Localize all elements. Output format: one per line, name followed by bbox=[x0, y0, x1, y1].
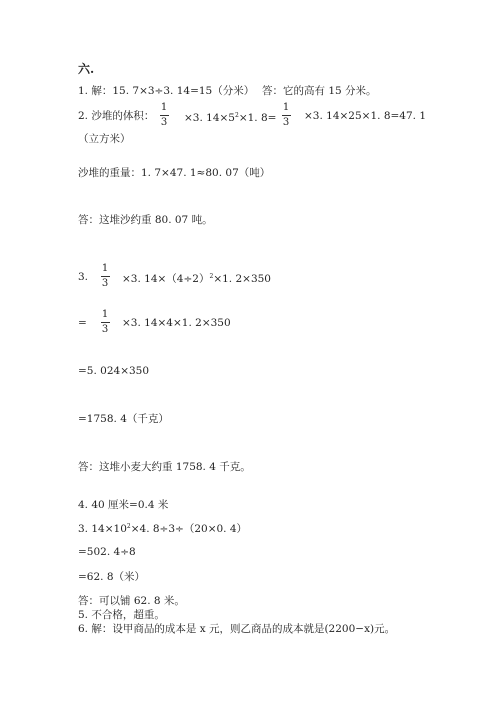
q4-line-2b-text: ×4. 8÷3÷（20×0. 4） bbox=[130, 523, 248, 535]
q1-expression: 1. 解：15. 7×3÷3. 14=15（分米） bbox=[78, 85, 255, 97]
q2-unit: （立方米） bbox=[78, 133, 131, 145]
q3-line-3: =5. 024×350 bbox=[78, 365, 150, 377]
q4-line-1: 4. 40 厘米=0.4 米 bbox=[78, 499, 169, 511]
q1-answer: 答：它的高有 15 分米。 bbox=[262, 85, 377, 97]
q3-label: 3. bbox=[78, 271, 89, 283]
q2-fraction-2-denominator: 3 bbox=[282, 117, 290, 128]
q3-fraction-1-denominator: 3 bbox=[101, 278, 109, 289]
q3-equals: = bbox=[78, 317, 87, 329]
q2-part-b-text: ×3. 14×5 bbox=[184, 112, 235, 124]
q3-part-c: ×3. 14×4×1. 2×350 bbox=[122, 317, 231, 329]
q4-line-4: =62. 8（米） bbox=[78, 571, 146, 583]
q3-part-b-text: ×1. 2×350 bbox=[213, 273, 271, 285]
q4-line-3: =502. 4÷8 bbox=[78, 546, 136, 558]
q2-weight: 沙堆的重量：1. 7×47. 1≈80. 07（吨） bbox=[78, 167, 271, 179]
q3-fraction-1-numerator: 1 bbox=[101, 263, 109, 274]
q4-answer: 答：可以铺 62. 8 米。 bbox=[78, 595, 185, 607]
q3-part-a bbox=[122, 270, 271, 286]
q2-exponent: 2 bbox=[235, 112, 239, 119]
fraction-bar bbox=[160, 115, 169, 116]
fraction-bar bbox=[282, 115, 291, 116]
q2-answer: 答：这堆沙约重 80. 07 吨。 bbox=[78, 214, 213, 226]
q4-line-2a-text: 3. 14×10 bbox=[78, 523, 127, 535]
q3-line-4: =1758. 4（千克） bbox=[78, 413, 169, 425]
q5-text: 5. 不合格，超重。 bbox=[78, 609, 165, 621]
q3-part-a-text: ×3. 14×（4÷2） bbox=[122, 273, 210, 285]
q3-fraction-2-denominator: 3 bbox=[101, 324, 109, 335]
q2-fraction-2-numerator: 1 bbox=[282, 102, 290, 113]
q2-fraction-1-denominator: 3 bbox=[160, 117, 168, 128]
q3-exponent: 2 bbox=[209, 273, 214, 280]
fraction-bar bbox=[101, 276, 110, 277]
q2-fraction-1-numerator: 1 bbox=[160, 102, 168, 113]
fraction-bar bbox=[101, 322, 110, 323]
q2-part-a: 2. 沙堆的体积： bbox=[78, 110, 155, 122]
q6-text: 6. 解：设甲商品的成本是 x 元，则乙商品的成本就是(2200−x)元。 bbox=[78, 623, 396, 635]
q3-fraction-2-numerator: 1 bbox=[101, 309, 109, 320]
q2-part-b bbox=[184, 109, 276, 125]
q3-fraction-2 bbox=[99, 309, 111, 336]
q3-answer: 答：这堆小麦大约重 1758. 4 千克。 bbox=[78, 461, 251, 473]
q2-part-d: ×3. 14×25×1. 8=47. 1 bbox=[304, 110, 427, 122]
q4-exponent: 2 bbox=[126, 523, 131, 530]
q4-line-2 bbox=[78, 520, 247, 536]
q3-fraction-1 bbox=[99, 263, 111, 290]
q2-fraction-1 bbox=[158, 102, 170, 129]
section-title: 六. bbox=[78, 62, 95, 76]
q2-fraction-2 bbox=[280, 102, 292, 129]
q2-part-c-text: ×1. 8= bbox=[238, 112, 277, 124]
